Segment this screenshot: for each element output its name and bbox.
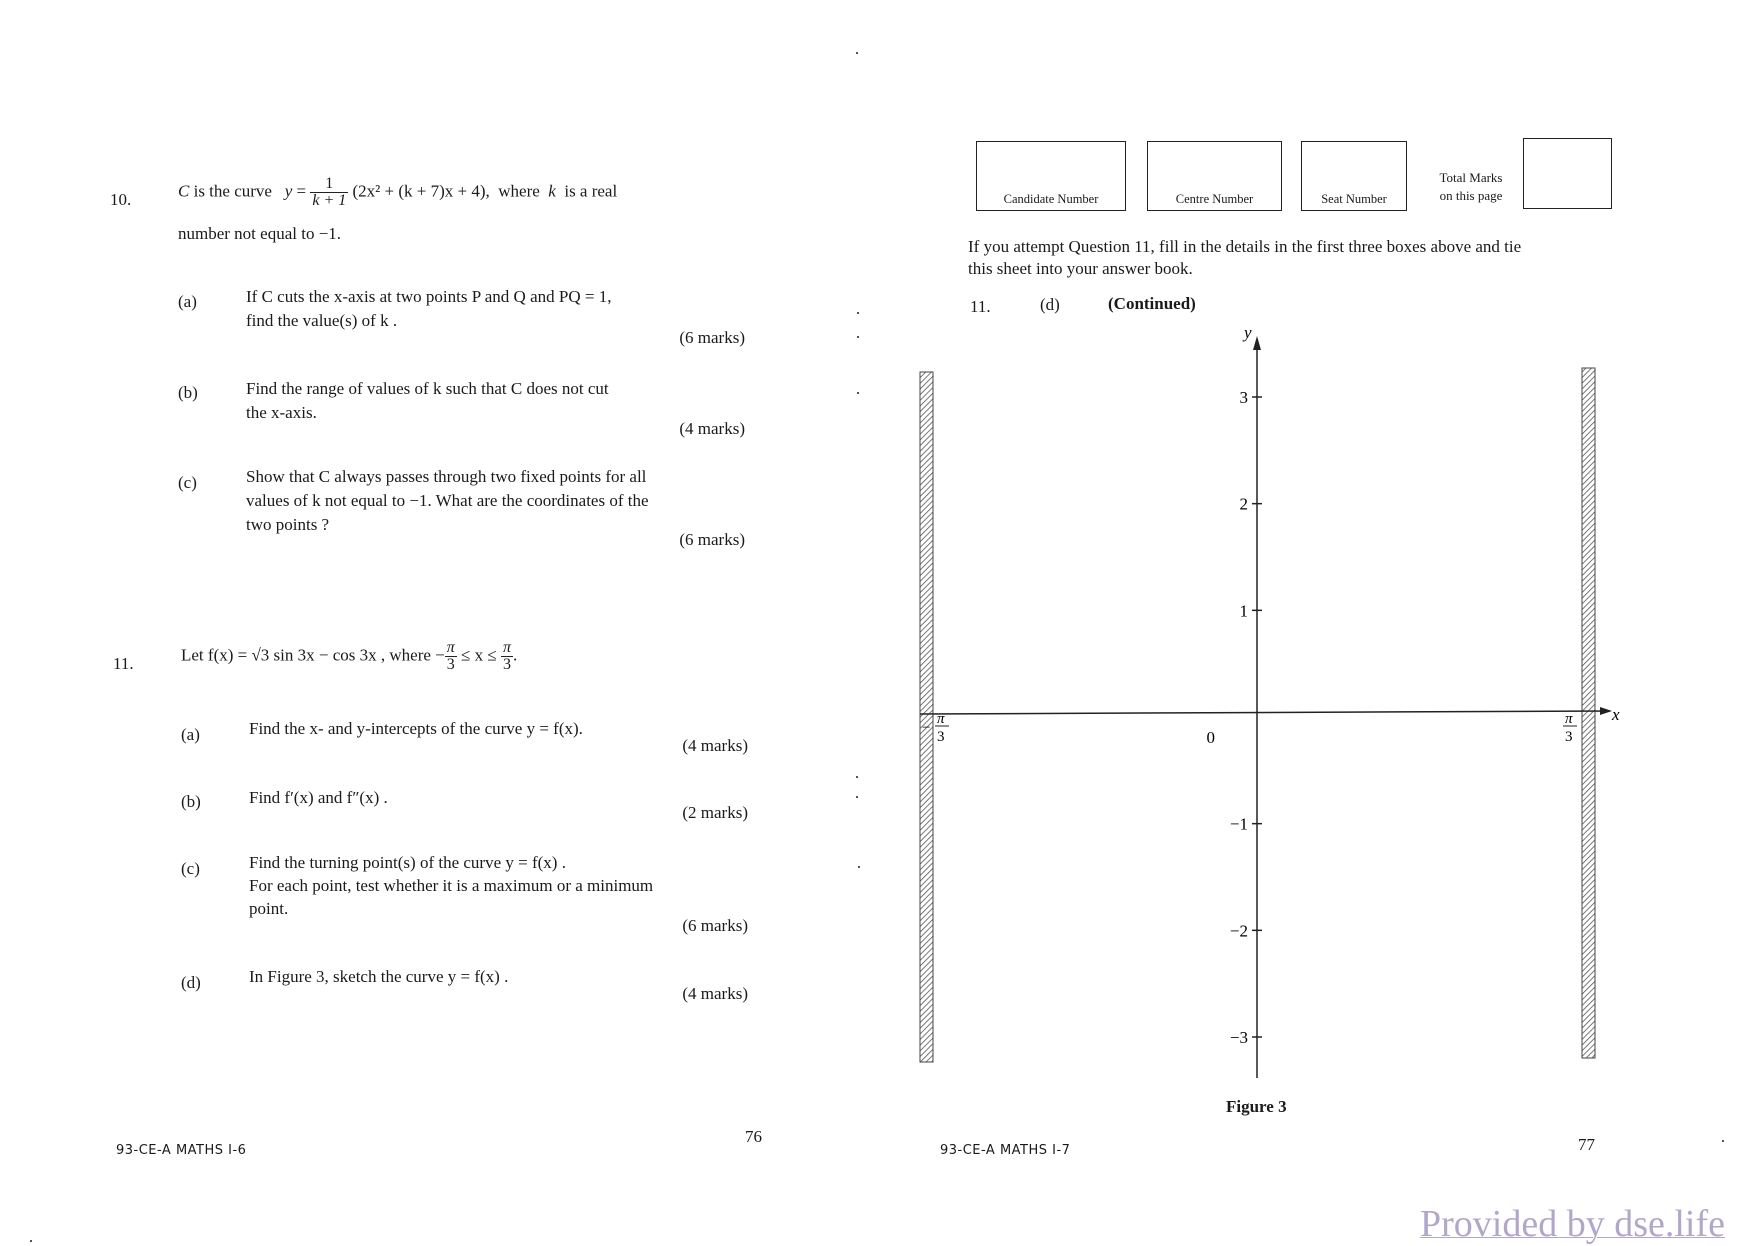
- scan-speck: [856, 776, 858, 778]
- right-page-number: 77: [1578, 1135, 1595, 1154]
- q10-k: k: [548, 181, 556, 201]
- q11d-label: (d): [181, 973, 201, 992]
- y-tick-label: −3: [1229, 1028, 1248, 1047]
- q11d-text: In Figure 3, sketch the curve y = f(x) .: [249, 967, 509, 986]
- y-ticks: [1207, 388, 1263, 1047]
- y-tick-label: −2: [1229, 921, 1248, 941]
- candidate-number-box[interactable]: [976, 141, 1126, 211]
- q11-stem-text: Let f(x) = √3 sin 3x − cos 3x , where −: [181, 645, 445, 665]
- y-tick-label: 3: [1239, 388, 1248, 407]
- q10-stem-line2: number not equal to −1.: [178, 224, 342, 243]
- y-tick-label: 2: [1239, 494, 1248, 514]
- y-tick-label: 1: [1239, 601, 1248, 621]
- x-axis-label: x: [1612, 705, 1620, 724]
- figure-caption: Figure 3: [1226, 1097, 1287, 1116]
- x-tick-pi-over-3: [1563, 711, 1577, 745]
- q10-eq: =: [296, 181, 307, 201]
- right-footer-code: 93-CE-A MATHS I-7: [940, 1143, 1071, 1158]
- q10-fraction: $\frac{1}{k + 1}$: [312, 175, 347, 209]
- left-boundary-strip: [920, 372, 933, 1062]
- q10-stem-text: is the curve: [193, 181, 272, 201]
- scan-speck: [857, 312, 859, 314]
- q10a-text-line2: find the value(s) of k .: [246, 311, 398, 330]
- centre-number-box[interactable]: [1147, 141, 1282, 211]
- q10c-text-line3: two points ?: [246, 515, 330, 534]
- q10c-text-line2: values of k not equal to −1. What are the coordinates of the: [246, 491, 649, 510]
- q10b-marks: (4 marks): [679, 419, 745, 438]
- q10b-text-line1: Find the range of values of k such that C does not cut: [246, 379, 609, 398]
- q11-stem: Let f(x) = √3 sin 3x − cos 3x , where − $\frac{\pi}{3}$ ≤ x ≤ $\frac{\pi}{3}$ .: [181, 639, 518, 673]
- left-page-number: 76: [745, 1127, 762, 1146]
- watermark-link[interactable]: Provided by dse.life: [1420, 1203, 1726, 1245]
- svg-text:3: 3: [937, 729, 945, 745]
- total-marks-label: Total Marks on this page: [1439, 170, 1503, 203]
- q11b-text: Find f′(x) and f″(x) .: [249, 788, 388, 807]
- q11d-marks: (4 marks): [682, 984, 748, 1003]
- total-marks-box[interactable]: [1523, 138, 1612, 209]
- q10-expression: (2x² + (k + 7)x + 4),: [352, 181, 490, 201]
- q11c-label: (c): [181, 859, 200, 878]
- seat-number-label: Seat Number: [1321, 192, 1387, 206]
- instruction-line1: If you attempt Question 11, fill in the details in the first three boxes above and tie: [968, 237, 1522, 256]
- q10c-text-line1: Show that C always passes through two fixed points for all: [246, 467, 647, 486]
- q11-number: 11.: [113, 654, 134, 673]
- continued-question-number: 11.: [970, 297, 991, 316]
- scan-speck: [1722, 1140, 1724, 1142]
- q10-y: y: [284, 181, 293, 201]
- q10-stem-end: is a real: [564, 181, 618, 201]
- q10c-label: (c): [178, 473, 197, 492]
- svg-text:3: 3: [1565, 729, 1573, 745]
- q10b-label: (b): [178, 383, 198, 402]
- centre-number-label: Centre Number: [1175, 192, 1254, 206]
- figure-3-graph: [900, 318, 1640, 1098]
- y-axis-arrow-icon: [1253, 336, 1261, 350]
- x-axis: [920, 711, 1610, 714]
- q10a-label: (a): [178, 292, 197, 311]
- y-axis-label: y: [1244, 323, 1252, 342]
- svg-text:π: π: [1565, 711, 1573, 727]
- q11c-marks: (6 marks): [682, 916, 748, 935]
- left-footer-code: 93-CE-A MATHS I-6: [116, 1143, 247, 1158]
- q10-number: 10.: [110, 190, 132, 209]
- q10-stem: [178, 176, 617, 209]
- q11b-label: (b): [181, 792, 201, 811]
- q11a-label: (a): [181, 725, 200, 744]
- instruction-line2: this sheet into your answer book.: [968, 259, 1193, 278]
- q11-frac-neg: $\frac{\pi}{3}$: [446, 639, 455, 673]
- q11c-text-line2: For each point, test whether it is a maximum or a minimum: [249, 876, 654, 895]
- scan-speck: [857, 392, 859, 394]
- x-axis-arrow-icon: [1600, 707, 1612, 715]
- q11c-text-line1: Find the turning point(s) of the curve y = f(x) .: [249, 853, 566, 872]
- q10a-text-line1: If C cuts the x-axis at two points P and Q and PQ = 1,: [246, 287, 612, 306]
- q10b-text-line2: the x-axis.: [246, 403, 317, 422]
- y-tick-label: 0: [1206, 728, 1215, 747]
- scan-speck: [856, 796, 858, 798]
- right-boundary-strip: [1582, 368, 1595, 1058]
- q10a-marks: (6 marks): [679, 328, 745, 347]
- q11-ineq: ≤ x ≤: [456, 645, 501, 665]
- q10-where: where: [498, 181, 540, 201]
- scan-speck: [30, 1240, 32, 1242]
- continued-part-label: (d): [1040, 295, 1060, 314]
- scan-speck: [858, 866, 860, 868]
- seat-number-box[interactable]: [1301, 141, 1407, 211]
- y-tick-label: −1: [1229, 814, 1248, 834]
- q10c-marks: (6 marks): [679, 530, 745, 549]
- scan-speck: [856, 52, 858, 54]
- q11b-marks: (2 marks): [682, 803, 748, 822]
- svg-text:−: −: [922, 720, 931, 736]
- svg-text:π: π: [937, 711, 945, 727]
- q11a-text: Find the x- and y-intercepts of the curve y = f(x).: [249, 719, 583, 738]
- candidate-number-label: Candidate Number: [1003, 192, 1099, 206]
- q11a-marks: (4 marks): [682, 736, 748, 755]
- q11c-text-line3: point.: [249, 899, 289, 918]
- continued-label: (Continued): [1108, 294, 1196, 313]
- scan-speck: [857, 336, 859, 338]
- q10-curve-symbol: C: [178, 181, 190, 201]
- q11-frac-pos: $\frac{\pi}{3}$: [502, 639, 511, 673]
